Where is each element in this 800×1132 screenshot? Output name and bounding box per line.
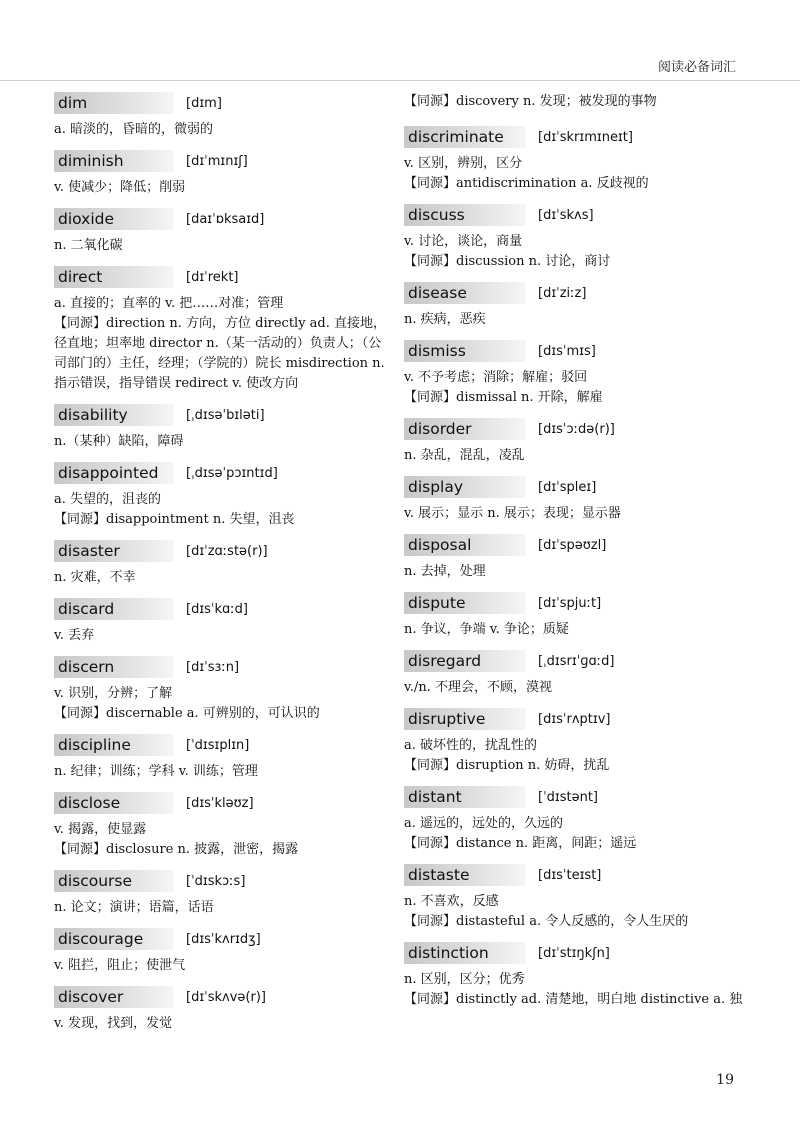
entry-head [404,650,744,672]
headword: discourage [54,928,174,950]
phonetic: [dɪˈzɑːstə(r)] [186,543,268,559]
entry-head [404,592,744,614]
headword: disability [54,404,174,426]
definition: a. 直接的；直率的 v. 把……对准；管理 [54,296,284,311]
phonetic: [dɪsˈkʌrɪdʒ] [186,931,261,947]
headword: disappointed [54,462,174,484]
left-column [54,92,390,1044]
phonetic: [ˌdɪsrɪˈɡɑːd] [538,653,615,669]
entry-head [54,404,390,426]
definition: n. 二氧化碳 [54,238,123,253]
etymology-line: 【同源】distinctly ad. 清楚地，明白地 distinctive a. 独 [404,992,743,1007]
entry-head [404,534,744,556]
headword: disease [404,282,526,304]
definition: a. 暗淡的，昏暗的，微弱的 [54,122,214,137]
entry-head [404,476,744,498]
etymology-line: 【同源】direction n. 方向，方位 directly ad. 直接地，径直地；坦率地 director n.（某一活动的）负责人；（公司部门的）主任，经理；（学院的）院长 misdirection n. 指示错误，指导错误 redirect v. 使改方向 [54,316,387,391]
entry-head [404,340,744,362]
entry-head [54,870,390,892]
headword: diminish [54,150,174,172]
headword: discern [54,656,174,678]
word-entry [404,126,744,194]
definition: n. 灾难，不幸 [54,570,136,585]
entry-head [54,734,390,756]
word-entry [404,942,744,1010]
entry-head [54,266,390,288]
definition: v. 讨论，谈论，商量 [404,234,523,249]
headword: discriminate [404,126,526,148]
headword: discipline [54,734,174,756]
word-entry [404,534,744,582]
etymology-line: 【同源】disclosure n. 披露，泄密，揭露 [54,842,299,857]
phonetic: [dɪsˈteɪst] [538,867,602,883]
entry-head [404,942,744,964]
word-entry [404,592,744,640]
phonetic: [ˈdɪsɪplɪn] [186,737,250,753]
definition: v. 区别，辨别，区分 [404,156,523,171]
right-entries [404,126,744,1010]
definition: n. 争议，争端 v. 争论；质疑 [404,622,569,637]
headword: dismiss [404,340,526,362]
phonetic: [dɪˈziːz] [538,285,587,301]
etymology-line: 【同源】discernable a. 可辨别的，可认识的 [54,706,320,721]
definition: n. 不喜欢，反感 [404,894,499,909]
word-entry [404,418,744,466]
headword: dim [54,92,174,114]
phonetic: [dɪˈskʌvə(r)] [186,989,266,1005]
word-entry [54,208,390,256]
headword: distant [404,786,526,808]
word-entry [54,92,390,140]
phonetic: [dɪsˈrʌptɪv] [538,711,611,727]
definition: a. 失望的，沮丧的 [54,492,162,507]
definition: v. 发现，找到，发觉 [54,1016,173,1031]
definition: v. 展示；显示 n. 展示；表现；显示器 [404,506,621,521]
headword: discuss [404,204,526,226]
phonetic: [ˈdɪskɔːs] [186,873,246,889]
headword: disregard [404,650,526,672]
definition: v. 阻拦，阻止；使泄气 [54,958,186,973]
definition: a. 破坏性的，扰乱性的 [404,738,538,753]
definition: n. 论文；演讲；语篇，话语 [54,900,214,915]
definition: v. 使减少；降低；削弱 [54,180,186,195]
entry-head [54,150,390,172]
entry-head [404,708,744,730]
word-entry [54,870,390,918]
definition: n. 去掉，处理 [404,564,486,579]
phonetic: [dɪsˈkləʊz] [186,795,254,811]
word-entry [404,204,744,272]
phonetic: [dɪsˈmɪs] [538,343,596,359]
entry-head [54,656,390,678]
word-entry [54,928,390,976]
headword: distaste [404,864,526,886]
running-header: 阅读必备词汇 [657,60,736,75]
word-entry [54,266,390,394]
word-entry [404,282,744,330]
phonetic: [dɪˈspəʊzl] [538,537,607,553]
entry-head [54,792,390,814]
etymology-line: 【同源】distance n. 距离，间距；遥远 [404,836,637,851]
phonetic: [dɪˈstɪŋkʃn] [538,945,610,961]
etymology-line: 【同源】disruption n. 妨碍，扰乱 [404,758,610,773]
definition: n. 区别，区分；优秀 [404,972,525,987]
entry-head [54,462,390,484]
phonetic: [ˈdɪstənt] [538,789,599,805]
etymology-line: 【同源】disappointment n. 失望，沮丧 [54,512,295,527]
headword: disruptive [404,708,526,730]
phonetic: [dɪm] [186,95,222,111]
definition: v. 揭露，使显露 [54,822,147,837]
definition: n.（某种）缺陷，障碍 [54,434,184,449]
headword: disaster [54,540,174,562]
header-rule [0,80,800,81]
headword: disposal [404,534,526,556]
headword: disclose [54,792,174,814]
phonetic: [dɪˈrekt] [186,269,239,285]
phonetic: [dɪˈskʌs] [538,207,594,223]
phonetic: [daɪˈɒksaɪd] [186,211,265,227]
definition: n. 疾病，恶疾 [404,312,486,327]
phonetic: [dɪˈskrɪmɪneɪt] [538,129,633,145]
phonetic: [dɪsˈɔːdə(r)] [538,421,615,437]
definition: n. 杂乱，混乱，凌乱 [404,448,525,463]
word-entry [54,656,390,724]
word-entry [54,462,390,530]
word-entry [54,404,390,452]
headword: dispute [404,592,526,614]
headword: distinction [404,942,526,964]
right-column [404,92,744,1020]
phonetic: [ˌdɪsəˈpɔɪntɪd] [186,465,278,481]
headword: discover [54,986,174,1008]
definition: v./n. 不理会，不顾，漠视 [404,680,552,695]
word-entry [54,540,390,588]
headword: dioxide [54,208,174,230]
etymology-line: 【同源】dismissal n. 开除，解雇 [404,390,603,405]
entry-head [54,92,390,114]
word-entry [404,864,744,932]
word-entry [404,786,744,854]
phonetic: [ˌdɪsəˈbɪləti] [186,407,265,423]
headword: discourse [54,870,174,892]
page-number: 19 [716,1072,734,1088]
entry-head [54,928,390,950]
word-entry [54,792,390,860]
phonetic: [dɪsˈkɑːd] [186,601,248,617]
phonetic: [dɪˈspjuːt] [538,595,602,611]
etymology-line: 【同源】discussion n. 讨论，商讨 [404,254,611,269]
phonetic: [dɪˈmɪnɪʃ] [186,153,248,169]
word-entry [54,150,390,198]
word-entry [54,598,390,646]
entry-head [54,208,390,230]
entry-head [404,282,744,304]
etymology-line: 【同源】antidiscrimination a. 反歧视的 [404,176,649,191]
continued-etymology: 【同源】discovery n. 发现；被发现的事物 [404,94,657,109]
headword: direct [54,266,174,288]
etymology-line: 【同源】distasteful a. 令人反感的，令人生厌的 [404,914,689,929]
definition: n. 纪律；训练；学科 v. 训练；管理 [54,764,258,779]
headword: display [404,476,526,498]
entry-head [54,540,390,562]
phonetic: [dɪˈsɜːn] [186,659,240,675]
entry-head [404,786,744,808]
word-entry [54,734,390,782]
entry-head [404,418,744,440]
entry-head [404,204,744,226]
word-entry [404,650,744,698]
definition: v. 识别，分辨；了解 [54,686,173,701]
entry-head [54,986,390,1008]
definition: a. 遥远的，远处的，久远的 [404,816,564,831]
word-entry [404,476,744,524]
definition: v. 丢弃 [54,628,95,643]
definition: v. 不予考虑；消除；解雇；驳回 [404,370,588,385]
entry-head [404,126,744,148]
entry-head [404,864,744,886]
phonetic: [dɪˈspleɪ] [538,479,597,495]
word-entry [404,340,744,408]
entry-head [54,598,390,620]
headword: disorder [404,418,526,440]
word-entry [404,708,744,776]
word-entry [54,986,390,1034]
headword: discard [54,598,174,620]
